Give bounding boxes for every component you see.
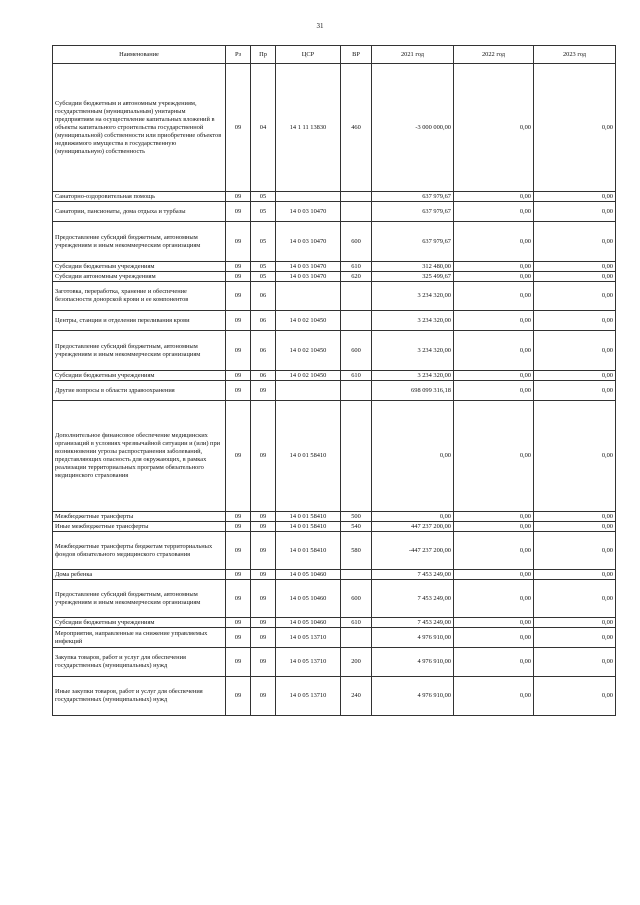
cell-csr: 14 0 01 58410 (276, 522, 341, 532)
cell-name: Иные закупки товаров, работ и услуг для обеспечения государственных (муниципальных) нужд (53, 677, 226, 716)
cell-2022: 0,00 (454, 648, 534, 677)
cell-2023: 0,00 (534, 272, 616, 282)
cell-2022: 0,00 (454, 192, 534, 202)
cell-2023: 0,00 (534, 648, 616, 677)
cell-2021: 4 976 910,00 (372, 648, 454, 677)
cell-rz: 09 (226, 272, 251, 282)
cell-2021: 7 453 249,00 (372, 570, 454, 580)
cell-pr: 05 (251, 262, 276, 272)
cell-2022: 0,00 (454, 64, 534, 192)
col-csr-header: ЦСР (276, 46, 341, 64)
cell-2021: 7 453 249,00 (372, 580, 454, 618)
cell-2023: 0,00 (534, 401, 616, 512)
cell-pr: 09 (251, 522, 276, 532)
cell-pr: 09 (251, 401, 276, 512)
cell-rz: 09 (226, 222, 251, 262)
cell-vr (341, 192, 372, 202)
cell-csr: 14 0 05 10460 (276, 570, 341, 580)
cell-2022: 0,00 (454, 401, 534, 512)
col-vr-header: ВР (341, 46, 372, 64)
cell-csr (276, 282, 341, 311)
cell-2022: 0,00 (454, 522, 534, 532)
budget-table (52, 45, 616, 716)
cell-vr (341, 282, 372, 311)
cell-csr: 14 0 01 58410 (276, 532, 341, 570)
cell-vr: 600 (341, 580, 372, 618)
cell-rz: 09 (226, 580, 251, 618)
cell-2022: 0,00 (454, 570, 534, 580)
table-row (53, 512, 616, 522)
cell-2022: 0,00 (454, 311, 534, 331)
table-header-row (53, 46, 616, 64)
cell-pr: 09 (251, 648, 276, 677)
cell-2021: 3 234 320,00 (372, 371, 454, 381)
table-row (53, 202, 616, 222)
table-row (53, 677, 616, 716)
cell-name: Субсидии бюджетным учреждениям (53, 262, 226, 272)
cell-vr: 580 (341, 532, 372, 570)
cell-name: Иные межбюджетные трансферты (53, 522, 226, 532)
cell-rz: 09 (226, 311, 251, 331)
cell-csr: 14 0 05 13710 (276, 648, 341, 677)
cell-2023: 0,00 (534, 202, 616, 222)
cell-2021: 7 453 249,00 (372, 618, 454, 628)
cell-vr (341, 202, 372, 222)
cell-name: Другие вопросы в области здравоохранения (53, 381, 226, 401)
table-row (53, 262, 616, 272)
cell-2021: 4 976 910,00 (372, 628, 454, 648)
cell-pr: 09 (251, 381, 276, 401)
cell-vr: 600 (341, 222, 372, 262)
cell-vr: 610 (341, 618, 372, 628)
cell-pr: 06 (251, 282, 276, 311)
cell-rz: 09 (226, 282, 251, 311)
cell-2022: 0,00 (454, 628, 534, 648)
cell-csr: 14 0 02 10450 (276, 371, 341, 381)
cell-2022: 0,00 (454, 381, 534, 401)
cell-rz: 09 (226, 677, 251, 716)
cell-csr: 14 0 05 13710 (276, 677, 341, 716)
cell-pr: 06 (251, 371, 276, 381)
cell-2021: 637 979,67 (372, 202, 454, 222)
cell-2022: 0,00 (454, 618, 534, 628)
cell-2021: 325 499,67 (372, 272, 454, 282)
cell-2023: 0,00 (534, 628, 616, 648)
cell-vr: 540 (341, 522, 372, 532)
table-row (53, 311, 616, 331)
cell-rz: 09 (226, 331, 251, 371)
cell-rz: 09 (226, 371, 251, 381)
col-name-header: Наименование (53, 46, 226, 64)
cell-2023: 0,00 (534, 371, 616, 381)
cell-rz: 09 (226, 512, 251, 522)
cell-2021: 637 979,67 (372, 222, 454, 262)
cell-pr: 09 (251, 628, 276, 648)
table-body (53, 64, 616, 716)
table-row (53, 618, 616, 628)
cell-csr: 14 0 05 13710 (276, 628, 341, 648)
cell-pr: 04 (251, 64, 276, 192)
cell-2022: 0,00 (454, 282, 534, 311)
cell-2022: 0,00 (454, 331, 534, 371)
cell-2022: 0,00 (454, 512, 534, 522)
cell-2023: 0,00 (534, 262, 616, 272)
cell-csr (276, 381, 341, 401)
cell-name: Закупка товаров, работ и услуг для обеспечения государственных (муниципальных) нужд (53, 648, 226, 677)
cell-rz: 09 (226, 628, 251, 648)
col-2021-header: 2021 год (372, 46, 454, 64)
page-number: 31 (316, 22, 324, 30)
cell-csr: 14 0 01 58410 (276, 512, 341, 522)
cell-2023: 0,00 (534, 532, 616, 570)
cell-name: Санатории, пансионаты, дома отдыха и турбазы (53, 202, 226, 222)
table-row (53, 570, 616, 580)
cell-pr: 06 (251, 331, 276, 371)
cell-pr: 05 (251, 192, 276, 202)
cell-vr (341, 381, 372, 401)
cell-name: Дополнительное финансовое обеспечение медицинских организаций в условиях чрезвычайной ситуации и (или) при возникновении угрозы распространения заболеваний, представляющих опасность для окружающих, в рамках реализации территориальных программ обязательного медицинского страхования (53, 401, 226, 512)
cell-2021: 698 099 316,18 (372, 381, 454, 401)
table-row (53, 64, 616, 192)
cell-2023: 0,00 (534, 381, 616, 401)
cell-rz: 09 (226, 532, 251, 570)
cell-name: Предоставление субсидий бюджетным, автономным учреждениям и иным некоммерческим организациям (53, 222, 226, 262)
table-row (53, 371, 616, 381)
cell-2021: 312 480,00 (372, 262, 454, 272)
cell-pr: 05 (251, 222, 276, 262)
cell-pr: 09 (251, 532, 276, 570)
col-rz-header: Рз (226, 46, 251, 64)
cell-pr: 06 (251, 311, 276, 331)
cell-rz: 09 (226, 401, 251, 512)
cell-2021: 3 234 320,00 (372, 331, 454, 371)
cell-csr: 14 0 03 10470 (276, 202, 341, 222)
cell-2023: 0,00 (534, 331, 616, 371)
col-2022-header: 2022 год (454, 46, 534, 64)
cell-csr: 14 0 01 58410 (276, 401, 341, 512)
cell-name: Заготовка, переработка, хранение и обеспечение безопасности донорской крови и ее компонентов (53, 282, 226, 311)
cell-name: Субсидии бюджетным и автономным учреждениям, государственным (муниципальным) унитарным предприятиям на осуществление капитальных вложений в объекты капитального строительства государственной (муниципальной) собственности или приобретение объектов недвижимого имущества в государственную (муниципальную) собственность (53, 64, 226, 192)
cell-vr: 610 (341, 262, 372, 272)
cell-vr: 240 (341, 677, 372, 716)
cell-name: Межбюджетные трансферты бюджетам территориальных фондов обязательного медицинского страхования (53, 532, 226, 570)
cell-2023: 0,00 (534, 512, 616, 522)
cell-2023: 0,00 (534, 522, 616, 532)
table-row (53, 272, 616, 282)
cell-name: Субсидии бюджетным учреждениям (53, 618, 226, 628)
cell-2023: 0,00 (534, 580, 616, 618)
cell-2022: 0,00 (454, 580, 534, 618)
cell-pr: 09 (251, 618, 276, 628)
cell-pr: 05 (251, 202, 276, 222)
cell-2023: 0,00 (534, 192, 616, 202)
cell-csr: 14 0 02 10450 (276, 311, 341, 331)
cell-name: Мероприятия, направленные на снижение управляемых инфекций (53, 628, 226, 648)
cell-2023: 0,00 (534, 282, 616, 311)
table-row (53, 648, 616, 677)
cell-2022: 0,00 (454, 532, 534, 570)
cell-rz: 09 (226, 381, 251, 401)
cell-csr: 14 0 05 10460 (276, 618, 341, 628)
cell-vr (341, 401, 372, 512)
cell-2021: -447 237 200,00 (372, 532, 454, 570)
cell-2022: 0,00 (454, 222, 534, 262)
cell-2021: 637 979,67 (372, 192, 454, 202)
cell-rz: 09 (226, 618, 251, 628)
table-row (53, 222, 616, 262)
cell-pr: 09 (251, 512, 276, 522)
cell-vr: 610 (341, 371, 372, 381)
cell-csr: 14 0 03 10470 (276, 222, 341, 262)
table-row (53, 522, 616, 532)
cell-csr: 14 0 05 10460 (276, 580, 341, 618)
table-row (53, 192, 616, 202)
cell-name: Межбюджетные трансферты (53, 512, 226, 522)
cell-2022: 0,00 (454, 677, 534, 716)
cell-2021: 0,00 (372, 512, 454, 522)
cell-vr: 200 (341, 648, 372, 677)
cell-vr (341, 628, 372, 648)
table-row (53, 532, 616, 570)
cell-name: Субсидии автономным учреждениям (53, 272, 226, 282)
cell-vr: 620 (341, 272, 372, 282)
cell-2023: 0,00 (534, 222, 616, 262)
cell-name: Центры, станции и отделения переливания крови (53, 311, 226, 331)
cell-name: Предоставление субсидий бюджетным, автономным учреждениям и иным некоммерческим организациям (53, 331, 226, 371)
cell-2021: -3 000 000,00 (372, 64, 454, 192)
cell-2023: 0,00 (534, 570, 616, 580)
cell-csr: 14 1 11 13830 (276, 64, 341, 192)
cell-2023: 0,00 (534, 64, 616, 192)
cell-2021: 0,00 (372, 401, 454, 512)
cell-pr: 05 (251, 272, 276, 282)
cell-csr: 14 0 03 10470 (276, 272, 341, 282)
cell-2022: 0,00 (454, 371, 534, 381)
table-row (53, 381, 616, 401)
cell-rz: 09 (226, 570, 251, 580)
cell-vr (341, 311, 372, 331)
table-row (53, 282, 616, 311)
cell-2023: 0,00 (534, 677, 616, 716)
cell-csr: 14 0 03 10470 (276, 262, 341, 272)
cell-2023: 0,00 (534, 618, 616, 628)
cell-pr: 09 (251, 677, 276, 716)
cell-name: Субсидии бюджетным учреждениям (53, 371, 226, 381)
cell-pr: 09 (251, 570, 276, 580)
cell-rz: 09 (226, 522, 251, 532)
cell-name: Дома ребенка (53, 570, 226, 580)
cell-2021: 3 234 320,00 (372, 311, 454, 331)
cell-2022: 0,00 (454, 202, 534, 222)
cell-csr: 14 0 02 10450 (276, 331, 341, 371)
cell-rz: 09 (226, 64, 251, 192)
cell-2022: 0,00 (454, 262, 534, 272)
table-row (53, 580, 616, 618)
cell-2022: 0,00 (454, 272, 534, 282)
cell-rz: 09 (226, 262, 251, 272)
table-row (53, 628, 616, 648)
col-pr-header: Пр (251, 46, 276, 64)
cell-rz: 09 (226, 192, 251, 202)
cell-vr: 460 (341, 64, 372, 192)
cell-name: Предоставление субсидий бюджетным, автономным учреждениям и иным некоммерческим организациям (53, 580, 226, 618)
cell-2021: 4 976 910,00 (372, 677, 454, 716)
cell-vr: 500 (341, 512, 372, 522)
cell-rz: 09 (226, 202, 251, 222)
table-row (53, 331, 616, 371)
cell-2021: 447 237 200,00 (372, 522, 454, 532)
cell-name: Санаторно-оздоровительная помощь (53, 192, 226, 202)
table-row (53, 401, 616, 512)
cell-csr (276, 192, 341, 202)
cell-vr (341, 570, 372, 580)
cell-pr: 09 (251, 580, 276, 618)
col-2023-header: 2023 год (534, 46, 616, 64)
cell-2021: 3 234 320,00 (372, 282, 454, 311)
cell-rz: 09 (226, 648, 251, 677)
cell-vr: 600 (341, 331, 372, 371)
cell-2023: 0,00 (534, 311, 616, 331)
